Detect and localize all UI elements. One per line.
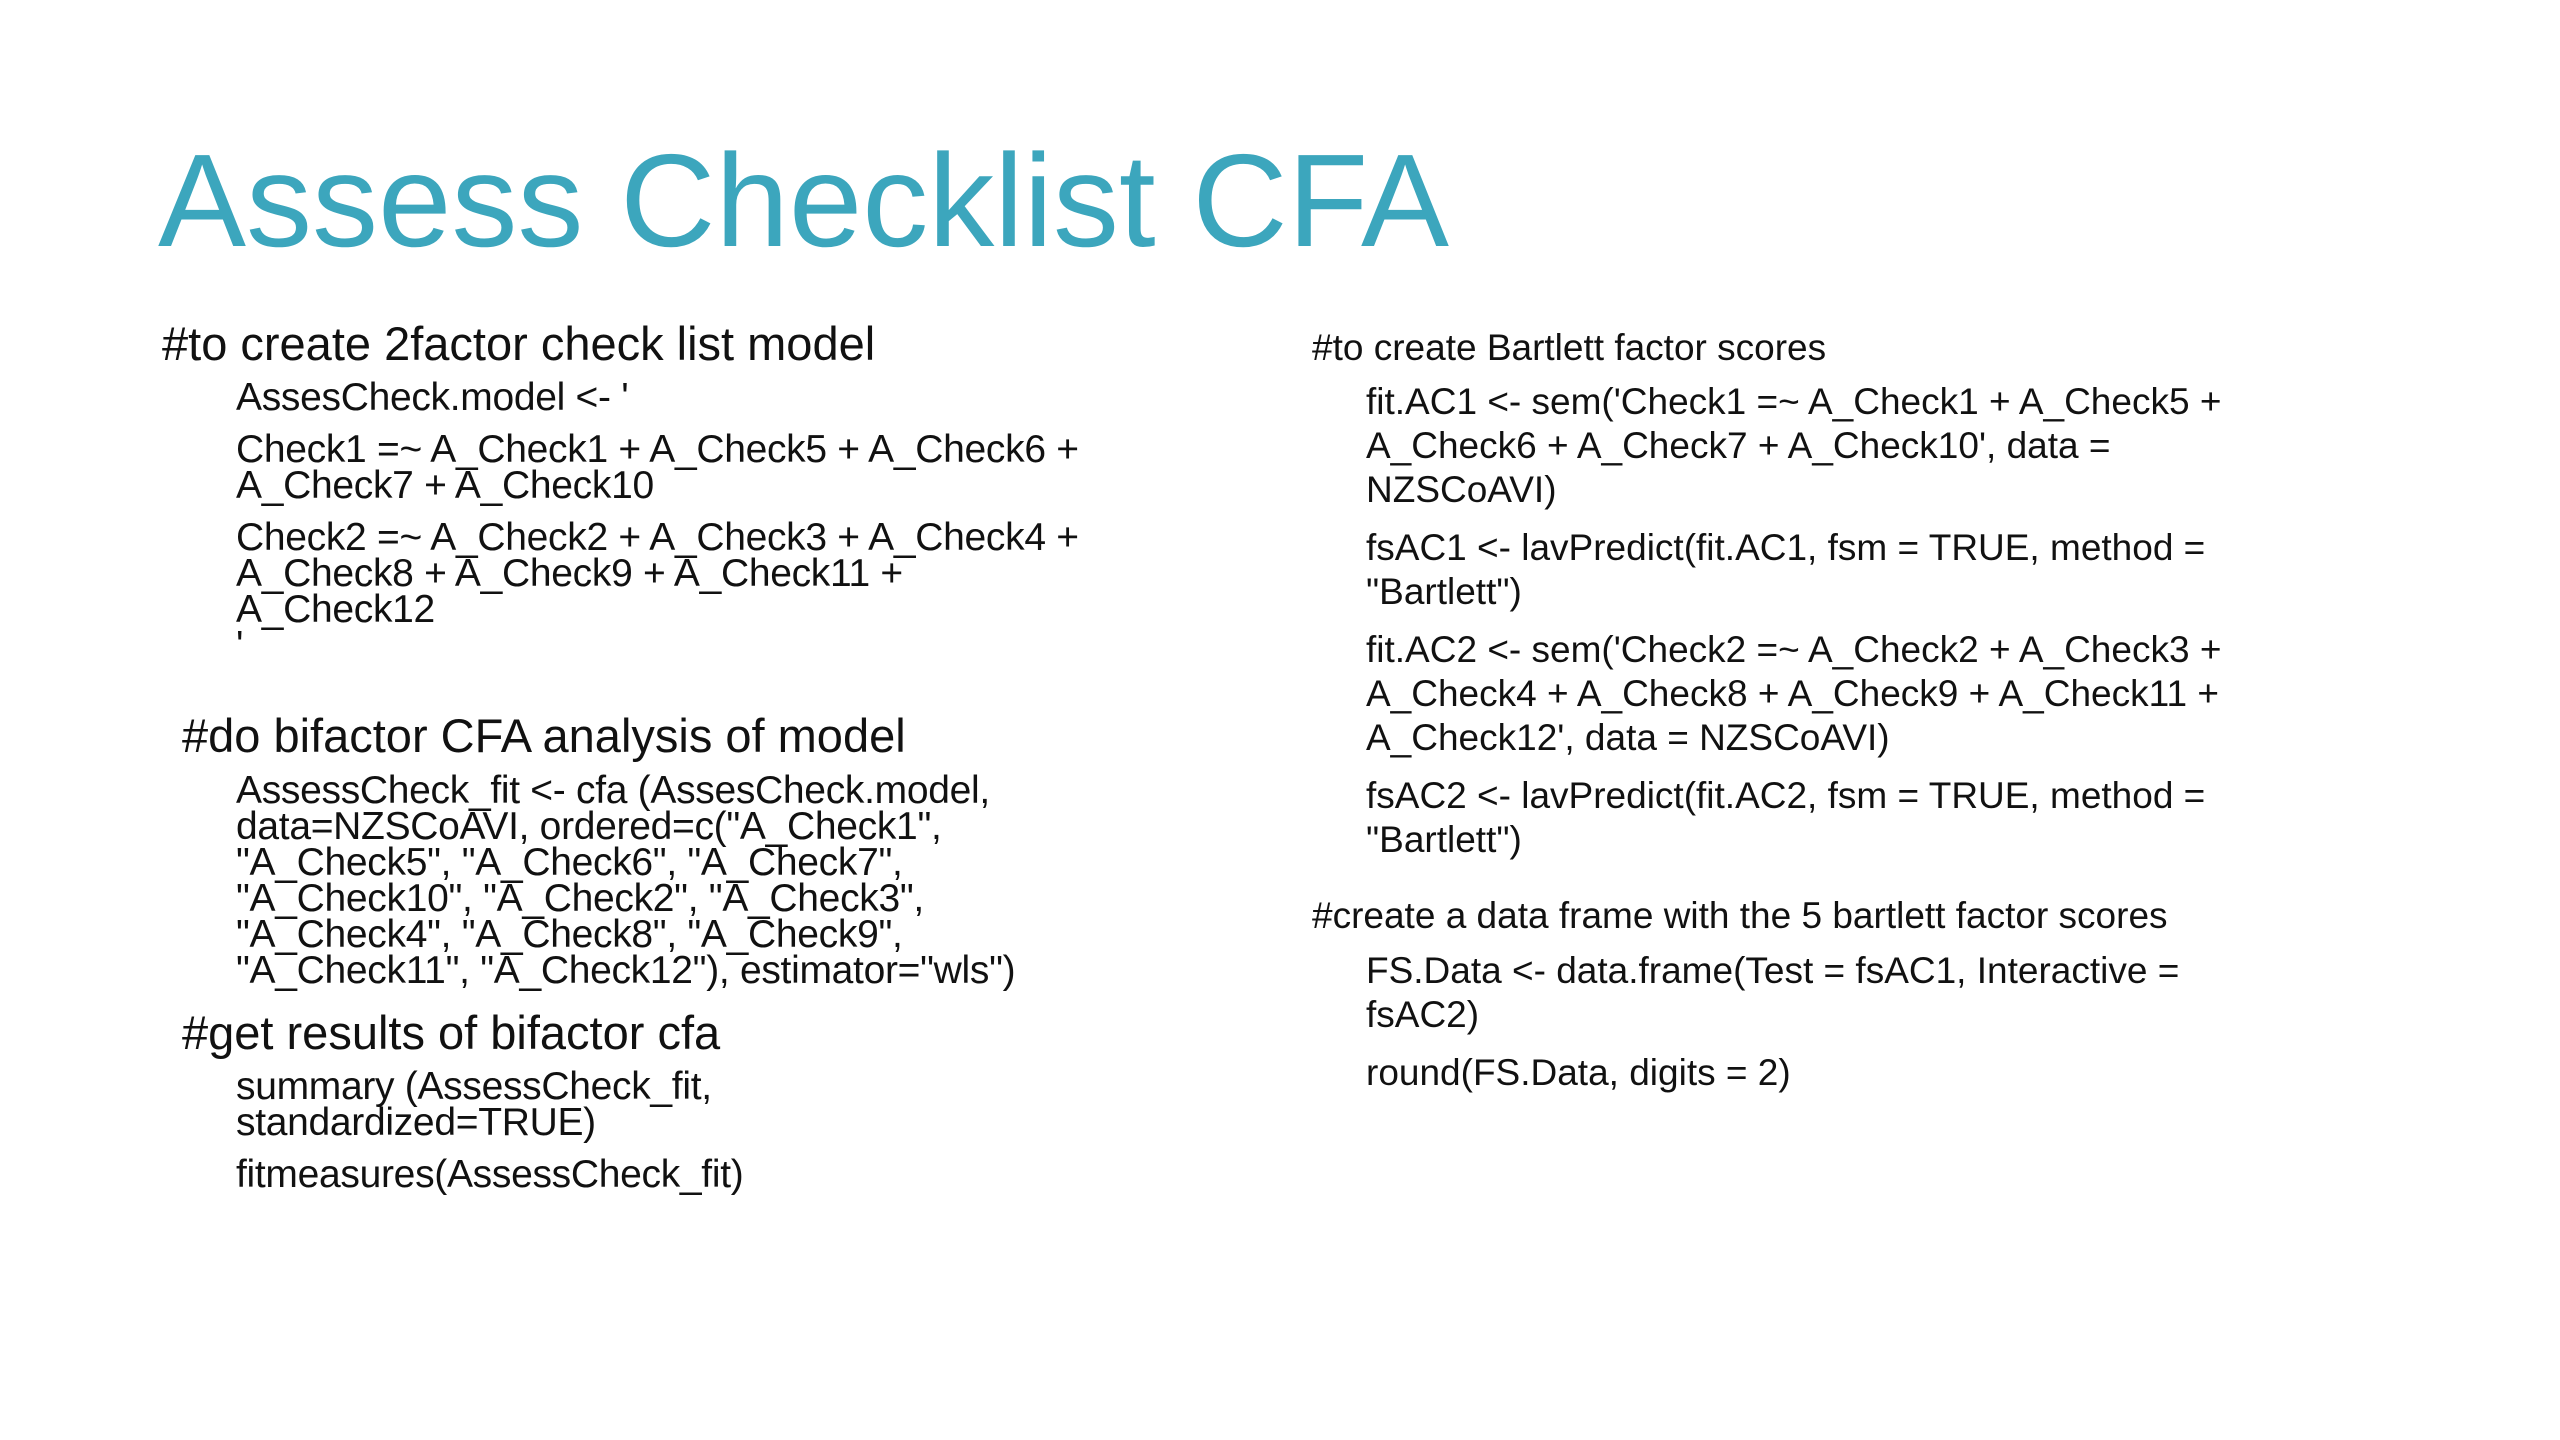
code-line-summary: summary (AssessCheck_fit, standardized=TRUE): [236, 1065, 712, 1145]
section-heading-bartlett-scores: #to create Bartlett factor scores: [1312, 327, 1827, 368]
right-column: [1312, 326, 2312, 1109]
slide-title: Assess Checklist CFA: [158, 127, 1449, 274]
code-line-round: round(FS.Data, digits = 2): [1366, 1051, 1791, 1093]
section-heading-data-frame: #create a data frame with the 5 bartlett factor scores: [1312, 895, 2168, 937]
code-line-check1-factor: Check1 =~ A_Check1 + A_Check5 + A_Check6 + A_Check7 + A_Check10: [236, 428, 1079, 508]
left-column: [162, 316, 1202, 1209]
code-line-fs-data: FS.Data <- data.frame(Test = fsAC1, Interactive = fsAC2): [1366, 949, 2180, 1035]
code-line-check2-factor: Check2 =~ A_Check2 + A_Check3 + A_Check4 + A_Check8 + A_Check9 + A_Check11 + A_Check12 ': [236, 516, 1079, 668]
code-line-model-open: AssesCheck.model <- ': [236, 376, 629, 420]
section-heading-create-model: #to create 2factor check list model: [162, 317, 876, 370]
code-line-fitmeasures: fitmeasures(AssessCheck_fit): [236, 1153, 744, 1197]
code-line-fsac2: fsAC2 <- lavPredict(fit.AC2, fsm = TRUE, method = "Bartlett"): [1366, 775, 2206, 861]
code-line-fsac1: fsAC1 <- lavPredict(fit.AC1, fsm = TRUE, method = "Bartlett"): [1366, 527, 2206, 613]
section-heading-bifactor-cfa: #do bifactor CFA analysis of model: [182, 709, 906, 763]
code-line-fit-ac2: fit.AC2 <- sem('Check2 =~ A_Check2 + A_Check3 + A_Check4 + A_Check8 + A_Check9 + A_Check11 + A_Check12', data = NZSCoAVI): [1366, 629, 2222, 759]
code-line-fit-ac1: fit.AC1 <- sem('Check1 =~ A_Check1 + A_Check5 + A_Check6 + A_Check7 + A_Check10', data = NZSCoAVI): [1366, 381, 2222, 511]
code-line-cfa-call: AssessCheck_fit <- cfa (AssesCheck.model, data=NZSCoAVI, ordered=c("A_Check1", "A_Check5", "A_Check6", "A_Check7", "A_Check10", "A_Check2", "A_Check3", "A_Check4", "A_Check8", "A_Check9", "A_Check11", "A_Check12"), estimator="wls"): [236, 768, 1016, 992]
section-heading-get-results: #get results of bifactor cfa: [182, 1005, 721, 1059]
